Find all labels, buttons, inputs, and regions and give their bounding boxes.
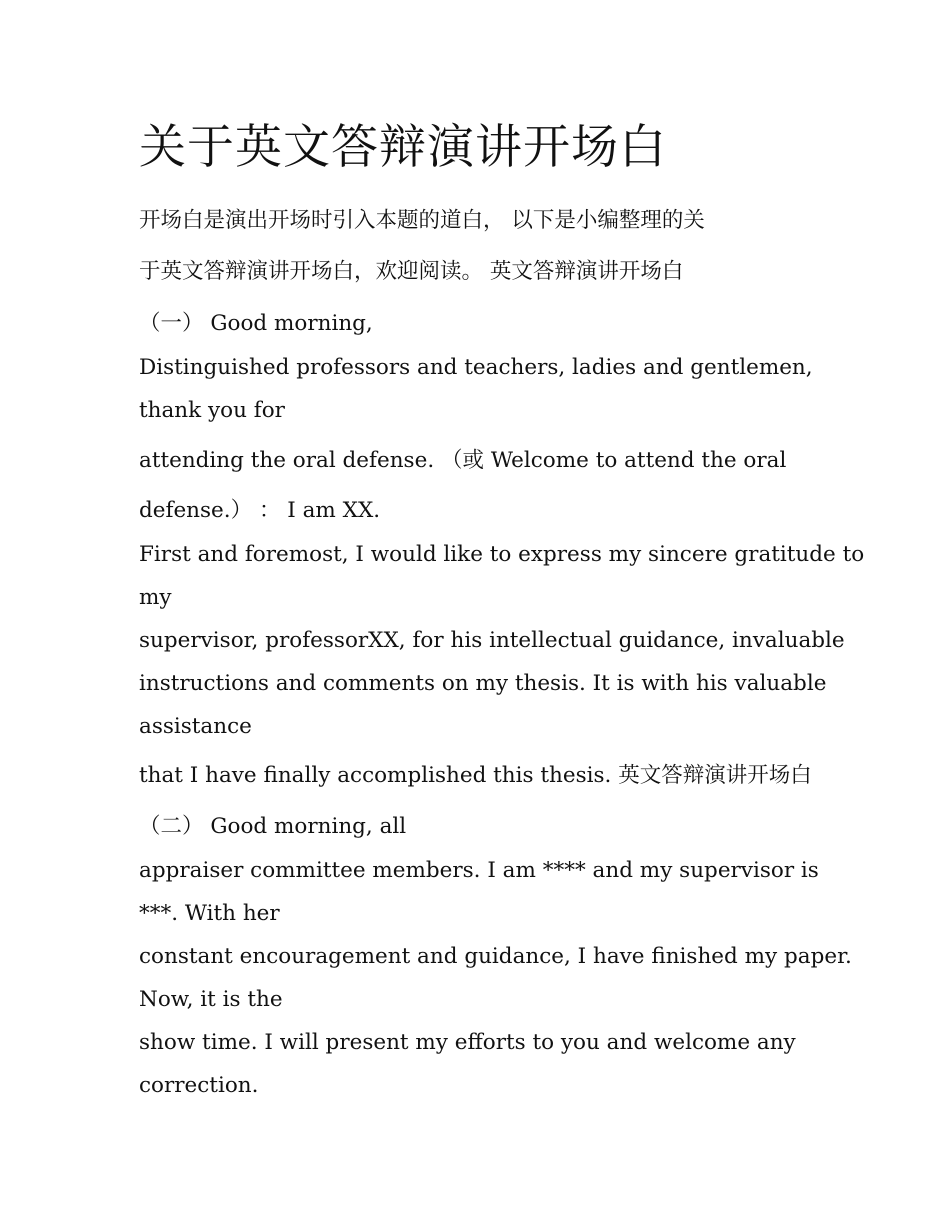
text-line-12: assistance [139, 714, 252, 739]
text-line-8: First and foremost, I would like to express my sincere gratitude to [139, 542, 865, 567]
text-line-13: that I have finally accomplished this thesis. 英文答辩演讲开场白 [139, 763, 812, 788]
text-line-17: constant encouragement and guidance, I have finished my paper. [139, 944, 852, 969]
text-line-2: 于英文答辩演讲开场白，欢迎阅读。 英文答辩演讲开场白 [139, 259, 684, 284]
text-line-20: correction. [139, 1073, 259, 1098]
text-line-9: my [139, 585, 172, 610]
text-line-16: ***. With her [139, 901, 280, 926]
text-line-7: defense.） ： I am XX. [139, 498, 381, 523]
text-line-4: Distinguished professors and teachers, ladies and gentlemen, [139, 355, 813, 380]
text-line-5: thank you for [139, 398, 285, 423]
text-line-3: （一） Good morning, [139, 311, 373, 336]
text-line-6: attending the oral defense. （或 Welcome to attend the oral [139, 448, 787, 473]
text-line-11: instructions and comments on my thesis. It is with his valuable [139, 671, 827, 696]
text-line-10: supervisor, professorXX, for his intellectual guidance, invaluable [139, 628, 845, 653]
text-line-18: Now, it is the [139, 987, 283, 1012]
text-line-14: （二） Good morning, all [139, 814, 407, 839]
text-line-15: appraiser committee members. I am **** and my supervisor is [139, 858, 819, 883]
document-title: 关于英文答辩演讲开场白 [139, 120, 667, 175]
text-line-19: show time. I will present my efforts to you and welcome any [139, 1030, 796, 1055]
text-line-1: 开场白是演出开场时引入本题的道白， 以下是小编整理的关 [139, 208, 705, 233]
